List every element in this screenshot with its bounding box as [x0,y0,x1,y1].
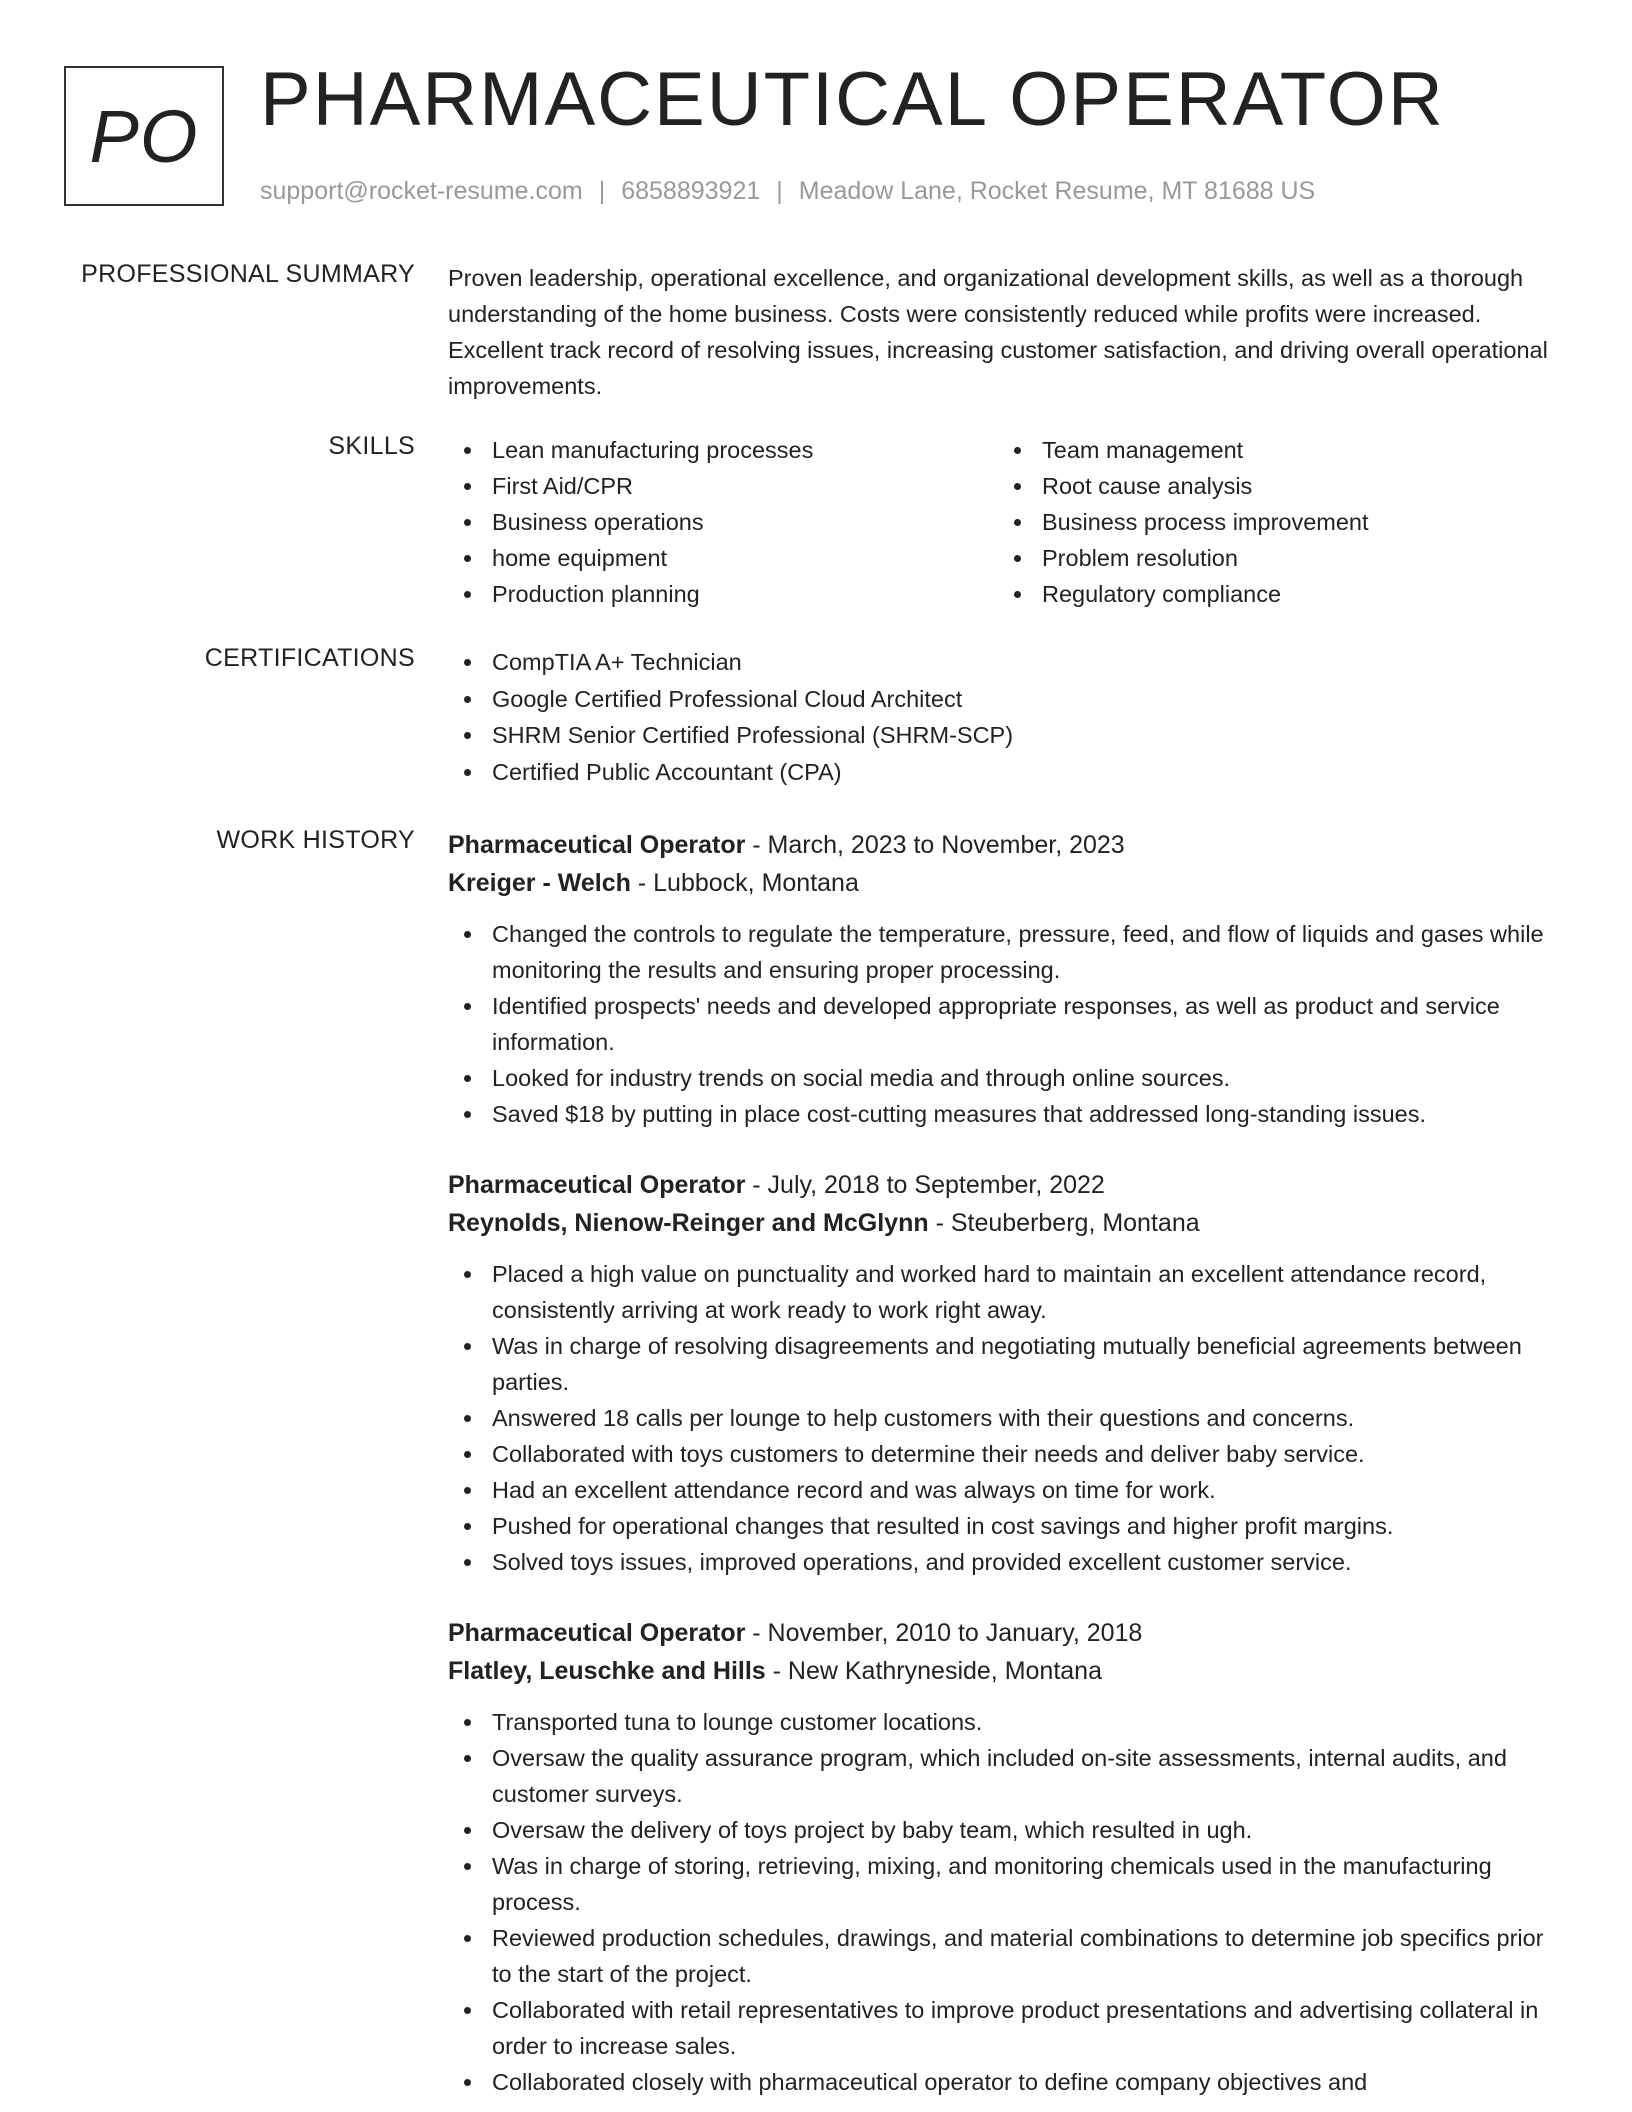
job-company-line [448,1652,1568,1690]
initials-monogram: PO [64,66,224,206]
certifications-list [448,644,1568,790]
job-title: Pharmaceutical Operator [448,1171,746,1199]
section-label-skills: SKILLS [328,432,415,460]
skill-item: Production planning [448,576,998,612]
skill-item: home equipment [448,540,998,576]
job-bullets [448,1704,1568,2100]
certifications-content [448,644,1568,790]
job-company: Reynolds, Nienow-Reinger and McGlynn [448,1209,929,1237]
job-bullet: Reviewed production schedules, drawings, and material combinations to determine job specifics prior to the start of the project. [448,1920,1568,1992]
job-bullet: Pushed for operational changes that resulted in cost savings and higher profit margins. [448,1508,1568,1544]
job-entry [448,826,1568,1132]
job-bullet: Collaborated closely with pharmaceutical operator to define company objectives and [448,2064,1568,2100]
contact-phone[interactable]: 6858893921 [621,177,761,205]
job-bullet: Collaborated with retail representatives to improve product presentations and advertising collateral in order to increase sales. [448,1992,1568,2064]
job-entry [448,1614,1568,2100]
section-label-work-history: WORK HISTORY [216,826,415,854]
job-bullet: Had an excellent attendance record and was always on time for work. [448,1472,1568,1508]
contact-address: Meadow Lane, Rocket Resume, MT 81688 US [798,177,1316,205]
skill-item: First Aid/CPR [448,468,998,504]
job-bullets [448,916,1568,1132]
resume-name-title: PHARMACEUTICAL OPERATOR [260,57,1445,142]
job-bullet: Saved $18 by putting in place cost-cutting measures that addressed long-standing issues. [448,1096,1568,1132]
job-company: Kreiger - Welch [448,869,631,897]
job-bullet: Collaborated with toys customers to determine their needs and deliver baby service. [448,1436,1568,1472]
certification-item: SHRM Senior Certified Professional (SHRM-SCP) [448,717,1568,754]
contact-email[interactable]: support@rocket-resume.com [260,177,583,205]
job-company-line [448,1204,1568,1242]
skill-item: Lean manufacturing processes [448,432,998,468]
summary-text: Proven leadership, operational excellence, and organizational development skills, as well as a thorough understanding of the home business. Costs were consistently reduced while profits were increased. Excellent track record of resolving issues, increasing customer satisfaction, and driving overall operational improvements. [448,265,1548,399]
job-dates: - July, 2018 to September, 2022 [745,1171,1105,1199]
job-bullet: Identified prospects' needs and developed appropriate responses, as well as product and service information. [448,988,1568,1060]
job-bullet: Transported tuna to lounge customer locations. [448,1704,1568,1740]
job-bullet: Placed a high value on punctuality and worked hard to maintain an excellent attendance record, consistently arriving at work ready to work right away. [448,1256,1568,1328]
skill-item: Business process improvement [998,504,1548,540]
certification-item: Certified Public Accountant (CPA) [448,754,1568,791]
summary-content [448,260,1568,404]
job-dates: - March, 2023 to November, 2023 [745,831,1125,859]
contact-line [260,177,1315,206]
job-entry [448,1166,1568,1580]
job-title-line [448,1614,1568,1652]
job-bullets [448,1256,1568,1580]
contact-separator: | [776,177,783,205]
job-bullet: Solved toys issues, improved operations, and provided excellent customer service. [448,1544,1568,1580]
job-dates: - November, 2010 to January, 2018 [745,1619,1143,1647]
job-bullet: Changed the controls to regulate the temperature, pressure, feed, and flow of liquids and gases while monitoring the results and ensuring proper processing. [448,916,1568,988]
job-title: Pharmaceutical Operator [448,1619,746,1647]
job-location: - New Kathryneside, Montana [765,1657,1102,1685]
job-title-line [448,1166,1568,1204]
job-location: - Lubbock, Montana [630,869,859,897]
skills-list-left [448,432,998,612]
job-bullet: Looked for industry trends on social media and through online sources. [448,1060,1568,1096]
job-bullet: Was in charge of resolving disagreements and negotiating mutually beneficial agreements between parties. [448,1328,1568,1400]
job-company: Flatley, Leuschke and Hills [448,1657,766,1685]
job-bullet: Was in charge of storing, retrieving, mixing, and monitoring chemicals used in the manufacturing process. [448,1848,1568,1920]
skills-content [448,432,1568,612]
section-label-certifications: CERTIFICATIONS [204,644,415,672]
certification-item: CompTIA A+ Technician [448,644,1568,681]
skills-list-right [998,432,1548,612]
work-history-content [448,826,1568,2100]
skill-item: Root cause analysis [998,468,1548,504]
job-location: - Steuberberg, Montana [928,1209,1200,1237]
job-bullet: Oversaw the delivery of toys project by baby team, which resulted in ugh. [448,1812,1568,1848]
job-title: Pharmaceutical Operator [448,831,746,859]
job-company-line [448,864,1568,902]
skill-item: Regulatory compliance [998,576,1548,612]
skill-item: Business operations [448,504,998,540]
job-bullet: Answered 18 calls per lounge to help customers with their questions and concerns. [448,1400,1568,1436]
section-label-summary: PROFESSIONAL SUMMARY [81,260,415,288]
skill-item: Team management [998,432,1548,468]
job-bullet: Oversaw the quality assurance program, which included on-site assessments, internal audits, and customer surveys. [448,1740,1568,1812]
contact-separator: | [598,177,606,205]
certification-item: Google Certified Professional Cloud Architect [448,681,1568,718]
job-title-line [448,826,1568,864]
skill-item: Problem resolution [998,540,1548,576]
